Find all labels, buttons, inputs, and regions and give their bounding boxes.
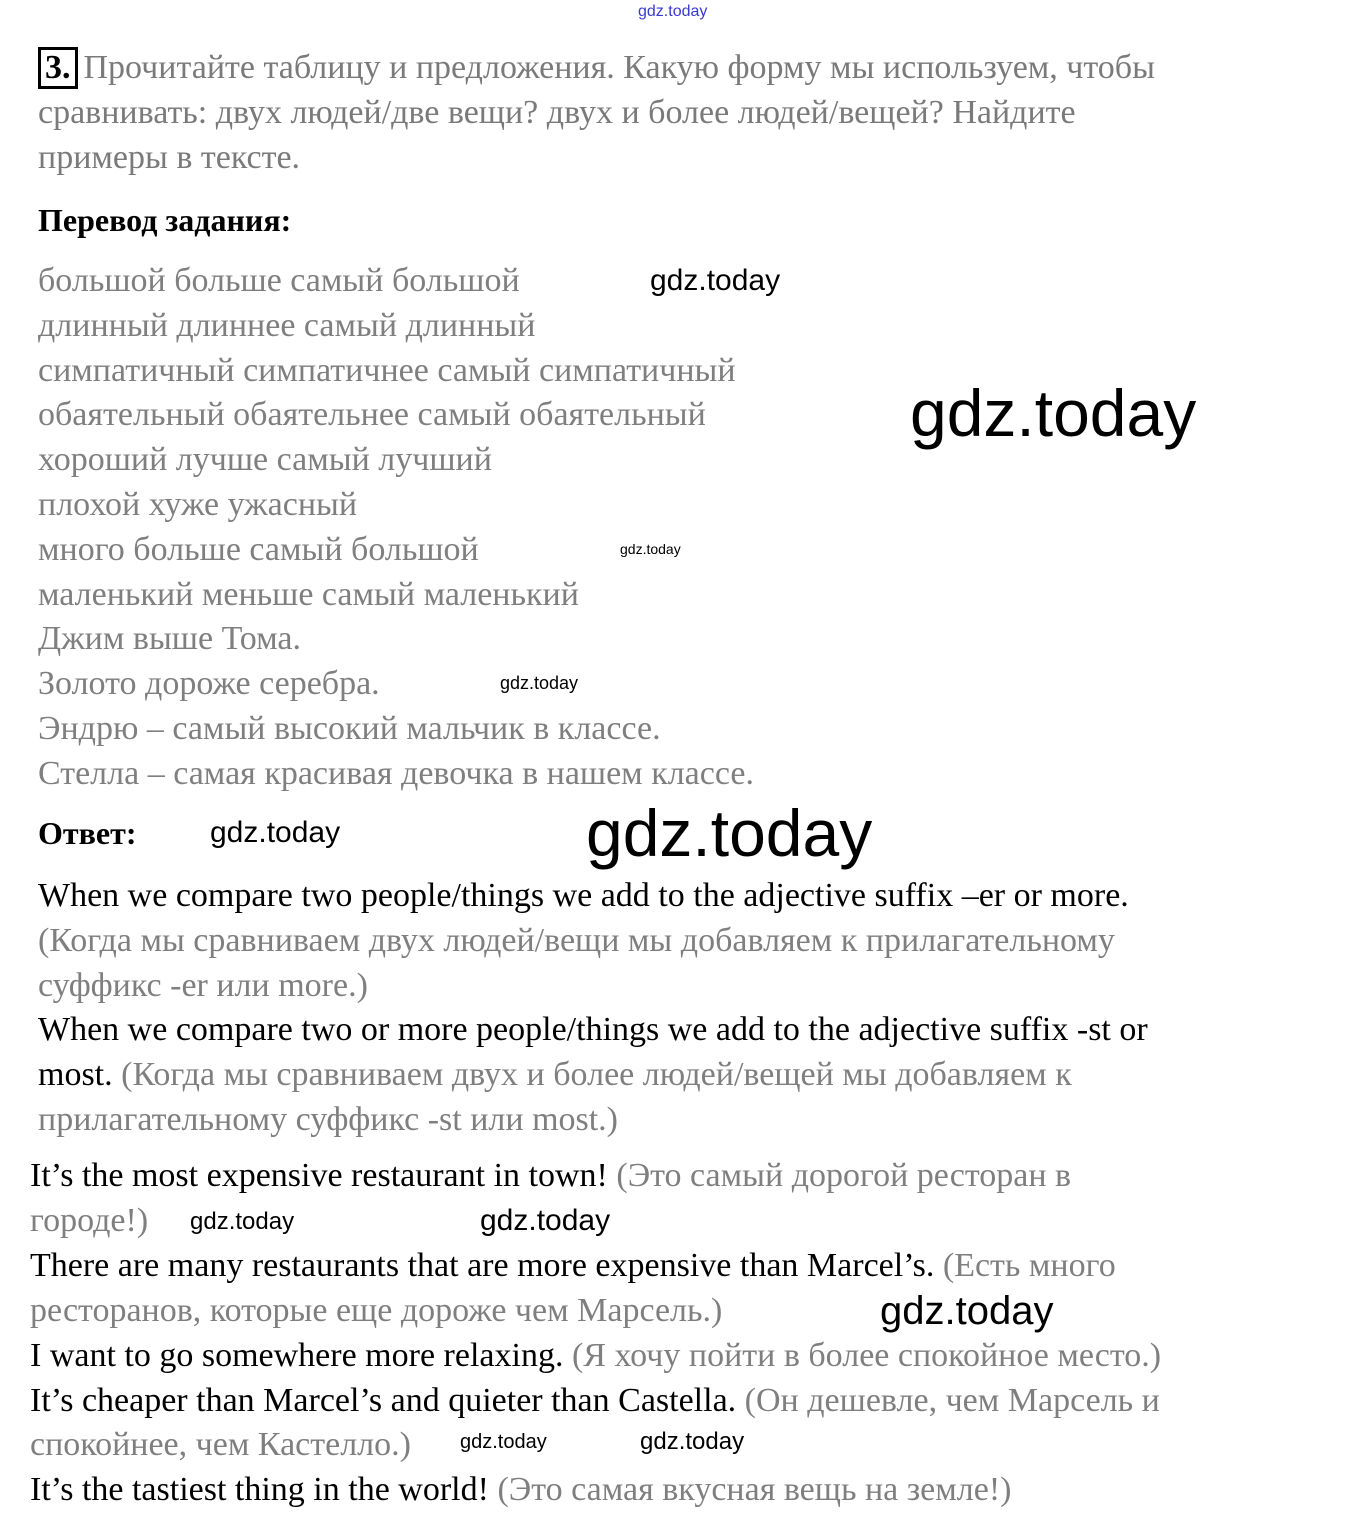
text-line bbox=[38, 1053, 1072, 1097]
russian-text: Золото дороже серебра. bbox=[38, 665, 380, 703]
english-text: most. bbox=[38, 1056, 113, 1094]
text-line bbox=[30, 1154, 1071, 1198]
text-line bbox=[38, 964, 368, 1008]
text-line bbox=[38, 483, 357, 527]
watermark: gdz.today bbox=[500, 673, 579, 693]
text-line bbox=[38, 874, 1129, 918]
english-text: I want to go somewhere more relaxing. bbox=[30, 1336, 564, 1374]
text-line bbox=[38, 617, 301, 661]
russian-text: Стелла – самая красивая девочка в нашем классе. bbox=[38, 754, 754, 792]
text-line bbox=[30, 1334, 1161, 1378]
russian-text: Джим выше Тома. bbox=[38, 620, 302, 658]
watermark: gdz.today bbox=[640, 1428, 745, 1455]
watermark: gdz.today bbox=[210, 816, 341, 849]
watermark: gdz.today bbox=[910, 376, 1197, 450]
text-line bbox=[38, 1008, 1148, 1052]
russian-text: Эндрю – самый высокий мальчик в классе. bbox=[38, 710, 661, 747]
text-line bbox=[38, 528, 479, 572]
russian-text: прилагательному суффикс -st или most.) bbox=[38, 1101, 619, 1138]
text-line bbox=[38, 393, 706, 437]
russian-text: (Это самый дорогой ресторан в bbox=[607, 1157, 1072, 1194]
russian-text: (Когда мы сравниваем двух и более людей/вещей мы добавляем к bbox=[112, 1056, 1072, 1094]
russian-text: (Есть много bbox=[934, 1246, 1116, 1284]
russian-text: городе!) bbox=[30, 1201, 149, 1239]
answer-heading: Ответ: bbox=[38, 815, 137, 851]
russian-text: суффикс -er или more.) bbox=[38, 966, 368, 1004]
text-line bbox=[38, 438, 492, 482]
russian-text: (Он дешевле, чем Марсель и bbox=[736, 1381, 1160, 1419]
russian-text: длинный длиннее самый длинный bbox=[38, 306, 536, 344]
watermark: gdz.today bbox=[460, 1431, 547, 1453]
russian-text: плохой хуже ужасный bbox=[38, 486, 358, 523]
text-line bbox=[38, 752, 754, 796]
watermark: gdz.today bbox=[880, 1289, 1054, 1333]
watermark: gdz.today bbox=[586, 796, 873, 870]
russian-text: большой больше самый большой bbox=[38, 262, 520, 299]
task-line bbox=[38, 46, 1155, 90]
russian-text: (Когда мы сравниваем двух людей/вещи мы добавляем к прилагательному bbox=[38, 921, 1115, 959]
text-line bbox=[30, 1289, 722, 1333]
text-line bbox=[38, 573, 579, 617]
russian-text: обаятельный обаятельнее самый обаятельный bbox=[38, 396, 706, 434]
text-line bbox=[38, 259, 520, 303]
russian-text: маленький меньше самый маленький bbox=[38, 575, 579, 613]
english-text: When we compare two or more people/things we add to the adjective suffix -st or bbox=[38, 1011, 1148, 1049]
russian-text: много больше самый большой bbox=[38, 530, 479, 568]
text-line bbox=[38, 349, 736, 393]
text-line bbox=[30, 1244, 1116, 1288]
watermark: gdz.today bbox=[650, 264, 781, 297]
russian-text: ресторанов, которые еще дороже чем Марсель.) bbox=[30, 1291, 723, 1329]
task-line: примеры в тексте. bbox=[38, 139, 301, 176]
watermark: gdz.today bbox=[638, 3, 708, 20]
translation-heading: Перевод задания: bbox=[38, 202, 292, 238]
text-line bbox=[30, 1379, 1160, 1423]
text-line bbox=[30, 1199, 148, 1243]
text-line bbox=[30, 1468, 1012, 1512]
english-text: When we compare two people/things we add to the adjective suffix –er or more. bbox=[38, 877, 1129, 914]
russian-text: хороший лучше самый лучший bbox=[38, 441, 492, 479]
russian-text: (Это самая вкусная вещь на земле!) bbox=[488, 1471, 1012, 1509]
english-text: There are many restaurants that are more expensive than Marcel’s. bbox=[30, 1246, 935, 1284]
english-text: It’s the most expensive restaurant in town! bbox=[30, 1157, 608, 1194]
english-text: It’s the tastiest thing in the world! bbox=[30, 1471, 489, 1509]
text-line bbox=[38, 707, 661, 751]
russian-text: (Я хочу пойти в более спокойное место.) bbox=[563, 1336, 1162, 1374]
watermark: gdz.today bbox=[480, 1204, 611, 1237]
watermark: gdz.today bbox=[190, 1208, 295, 1235]
task-line: сравнивать: двух людей/две вещи? двух и более людей/вещей? Найдите bbox=[38, 94, 1076, 131]
task-number: 3. bbox=[38, 47, 78, 89]
russian-text: спокойнее, чем Кастелло.) bbox=[30, 1426, 411, 1464]
text-line bbox=[38, 919, 1115, 963]
text-line bbox=[38, 662, 380, 706]
text-line bbox=[30, 1423, 411, 1467]
english-text: It’s cheaper than Marcel’s and quieter than Castella. bbox=[30, 1381, 737, 1419]
russian-text: симпатичный симпатичнее самый симпатичный bbox=[38, 351, 736, 389]
watermark: gdz.today bbox=[620, 541, 681, 557]
text-line bbox=[38, 304, 535, 348]
task-text: Прочитайте таблицу и предложения. Какую форму мы используем, чтобы bbox=[83, 49, 1155, 86]
text-line bbox=[38, 1098, 618, 1142]
